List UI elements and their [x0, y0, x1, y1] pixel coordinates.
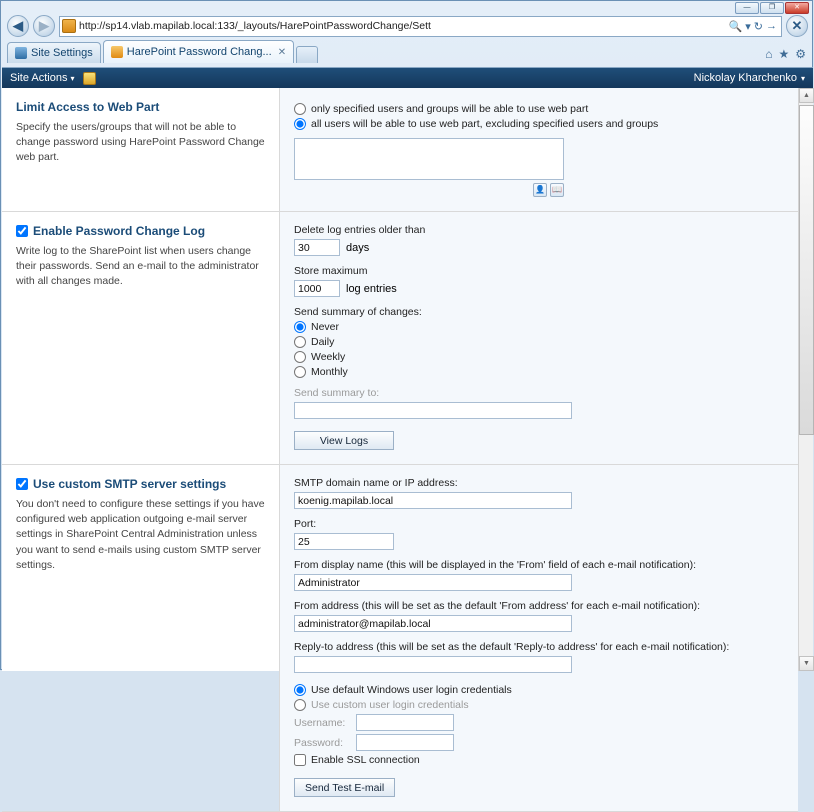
section-description-pane	[2, 465, 280, 811]
address-dropdown-icon[interactable]: ▾	[745, 20, 751, 33]
section-title-label: Limit Access to Web Part	[16, 100, 160, 114]
ribbon-left-group	[10, 72, 96, 85]
radio-input[interactable]	[294, 103, 306, 115]
section-description-pane	[2, 212, 280, 464]
radio-input[interactable]	[294, 336, 306, 348]
section-controls-pane	[280, 88, 798, 211]
smtp-domain-input[interactable]	[294, 492, 572, 509]
radio-label: only specified users and groups will be able to use web part	[311, 103, 589, 115]
harepoint-favicon	[111, 46, 123, 58]
tab-strip	[1, 39, 812, 63]
tab-label: HarePoint Password Chang...	[126, 46, 272, 58]
favorites-icon[interactable]: ★	[778, 47, 790, 61]
enable-ssl-checkbox[interactable]	[294, 754, 306, 766]
radio-summary-daily[interactable]	[294, 336, 786, 348]
port-label: Port:	[294, 518, 317, 530]
radio-input[interactable]	[294, 699, 306, 711]
close-button[interactable]: ✕	[785, 2, 809, 14]
tab-label: Site Settings	[31, 47, 93, 59]
store-maximum-label: Store maximum	[294, 265, 368, 277]
section-title-label: Enable Password Change Log	[33, 224, 206, 238]
address-bar-buttons	[729, 20, 779, 33]
username-label: Username:	[294, 716, 346, 729]
radio-label: Weekly	[311, 351, 346, 363]
days-unit-label: days	[346, 241, 370, 254]
page-viewport	[2, 67, 813, 794]
radio-summary-monthly[interactable]	[294, 366, 786, 378]
stop-button[interactable]: ✕	[786, 15, 808, 37]
radio-label: Monthly	[311, 366, 348, 378]
chevron-down-icon: ▾	[70, 73, 75, 83]
password-label: Password:	[294, 736, 344, 749]
url-text[interactable]: http://sp14.vlab.mapilab.local:133/_layouts/HarePointPasswordChange/Sett	[79, 20, 431, 32]
browser-toolbar-icons	[765, 47, 806, 61]
site-settings-favicon	[15, 47, 27, 59]
port-input[interactable]	[294, 533, 394, 550]
sharepoint-ribbon	[2, 68, 813, 88]
scroll-up-arrow[interactable]: ▲	[799, 88, 814, 103]
section-description: Specify the users/groups that will not be able to change password using HarePoint Password Change web part.	[16, 121, 265, 164]
delete-log-entries-label: Delete log entries older than	[294, 224, 426, 236]
section-title	[16, 224, 265, 238]
scroll-down-arrow[interactable]: ▼	[799, 656, 814, 671]
delete-log-entries-row	[294, 239, 786, 256]
tab-harepoint-password-change[interactable]	[103, 40, 294, 63]
section-title	[16, 477, 265, 491]
delete-log-entries-input[interactable]	[294, 239, 340, 256]
password-row	[294, 734, 786, 751]
radio-label: Never	[311, 321, 340, 333]
password-input[interactable]	[356, 734, 454, 751]
radio-only-specified-users[interactable]	[294, 103, 786, 115]
from-address-input[interactable]	[294, 615, 572, 632]
section-password-change-log	[2, 212, 798, 465]
page-favicon	[62, 19, 76, 33]
vertical-scrollbar[interactable]	[798, 88, 813, 671]
chevron-down-icon: ▾	[800, 73, 805, 83]
browse-address-book-icon[interactable]: 📖	[550, 183, 564, 197]
section-description: You don't need to configure these settings if you have configured web application outgoing e-mail server settings in SharePoint Central Administration unless you want to send e-mails using custom SMTP server settings.	[16, 498, 265, 571]
smtp-domain-label: SMTP domain name or IP address:	[294, 477, 458, 489]
enable-password-change-log-checkbox[interactable]	[16, 225, 28, 237]
send-summary-label: Send summary of changes:	[294, 306, 422, 318]
reply-to-address-label: Reply-to address (this will be set as the default 'Reply-to address' for each e-mail notification):	[294, 641, 730, 653]
scrollbar-thumb[interactable]	[799, 105, 814, 435]
log-entries-unit-label: log entries	[346, 282, 397, 295]
window-controls	[735, 2, 809, 14]
radio-input[interactable]	[294, 684, 306, 696]
view-logs-row	[294, 431, 786, 450]
tools-icon[interactable]: ⚙	[795, 47, 806, 61]
welcome-menu[interactable]	[694, 72, 805, 84]
section-controls-pane	[280, 465, 798, 811]
radio-input[interactable]	[294, 351, 306, 363]
username-input[interactable]	[356, 714, 454, 731]
radio-label: all users will be able to use web part, excluding specified users and groups	[311, 118, 659, 130]
forward-button[interactable]: ▶	[33, 15, 55, 37]
minimize-button[interactable]: —	[735, 2, 759, 14]
navigate-up-icon[interactable]	[83, 72, 96, 85]
radio-summary-never[interactable]	[294, 321, 786, 333]
address-bar[interactable]	[59, 16, 782, 37]
section-custom-smtp	[2, 465, 798, 812]
send-summary-to-input[interactable]	[294, 402, 572, 419]
radio-summary-weekly[interactable]	[294, 351, 786, 363]
tab-site-settings[interactable]	[7, 42, 101, 63]
enable-ssl-row[interactable]	[294, 754, 786, 766]
send-test-email-row	[294, 778, 786, 797]
maximize-button[interactable]: ❐	[760, 2, 784, 14]
radio-input[interactable]	[294, 366, 306, 378]
radio-label: Use default Windows user login credentials	[311, 684, 512, 696]
section-title-label: Use custom SMTP server settings	[33, 477, 227, 491]
check-names-icon[interactable]: 👤	[533, 183, 547, 197]
section-description: Write log to the SharePoint list when users change their passwords. Send an e-mail to the administrator with all changes made.	[16, 245, 259, 288]
from-display-name-input[interactable]	[294, 574, 572, 591]
people-picker-buttons	[294, 183, 564, 197]
search-dropdown-icon[interactable]: 🔍	[728, 20, 743, 33]
tab-close-icon[interactable]: ✕	[277, 46, 287, 58]
radio-label: Use custom user login credentials	[311, 699, 469, 711]
radio-default-windows-credentials[interactable]	[294, 684, 786, 696]
go-icon[interactable]: →	[766, 20, 777, 32]
settings-form	[2, 88, 798, 794]
radio-all-users-excluding[interactable]	[294, 118, 786, 130]
reply-to-address-input[interactable]	[294, 656, 572, 673]
section-limit-access	[2, 88, 798, 212]
enable-ssl-label: Enable SSL connection	[311, 754, 420, 766]
home-icon[interactable]: ⌂	[765, 47, 773, 61]
site-actions-label: Site Actions	[10, 72, 68, 84]
from-address-label: From address (this will be set as the default 'From address' for each e-mail notification):	[294, 600, 701, 612]
back-button[interactable]: ◀	[7, 15, 29, 37]
people-picker-input[interactable]	[294, 138, 564, 180]
from-display-name-label: From display name (this will be displayed in the 'From' field of each e-mail notification):	[294, 559, 697, 571]
username-row	[294, 714, 786, 731]
site-actions-menu[interactable]	[10, 72, 75, 84]
use-custom-smtp-checkbox[interactable]	[16, 478, 28, 490]
section-description-pane	[2, 88, 280, 211]
user-name: Nickolay Kharchenko	[693, 72, 797, 84]
send-test-email-button[interactable]: Send Test E-mail	[294, 778, 395, 797]
radio-input[interactable]	[294, 321, 306, 333]
content-wrapper	[2, 88, 813, 794]
section-title	[16, 100, 265, 114]
view-logs-button[interactable]: View Logs	[294, 431, 394, 450]
navigation-bar	[1, 13, 812, 39]
radio-input[interactable]	[294, 118, 306, 130]
radio-custom-credentials[interactable]	[294, 699, 786, 711]
new-tab-button[interactable]	[296, 46, 318, 63]
radio-label: Daily	[311, 336, 335, 348]
store-maximum-input[interactable]	[294, 280, 340, 297]
section-controls-pane	[280, 212, 798, 464]
refresh-icon[interactable]: ↻	[753, 20, 763, 33]
store-maximum-row	[294, 280, 786, 297]
send-summary-to-label: Send summary to:	[294, 387, 380, 399]
title-bar	[1, 1, 812, 13]
